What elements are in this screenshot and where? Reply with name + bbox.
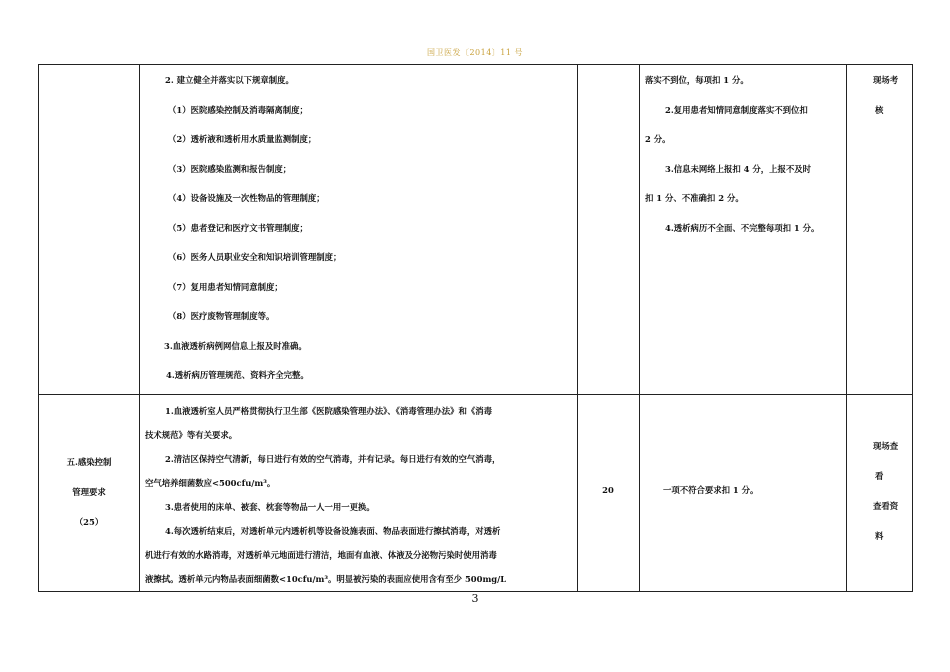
column-divider	[577, 65, 578, 591]
item-line: 五.感染控制	[66, 457, 112, 467]
method-line: 看	[875, 471, 884, 481]
content-line: （5）患者登记和医疗文书管理制度；	[168, 222, 308, 233]
content-line: （3）医院感染监测和报告制度；	[168, 163, 292, 174]
item-line: 管理要求	[72, 487, 106, 497]
column-divider	[846, 65, 847, 591]
method-line: 料	[875, 531, 884, 541]
content-line: 1.血液透析室人员严格贯彻执行卫生部《医院感染管理办法》、《消毒管理办法》和《消毒	[165, 406, 492, 416]
content-line: （1）医院感染控制及消毒隔离制度；	[168, 104, 308, 115]
row2-method	[873, 431, 898, 551]
content-line: 液擦拭。透析单元内物品表面细菌数<10cfu/m³。明显被污染的表面应使用含有至少 500mg/L	[145, 574, 507, 584]
content-line: 2. 建立健全并落实以下规章制度。	[165, 75, 294, 85]
row2-score: 20	[602, 485, 614, 495]
content-line: （4）设备设施及一次性物品的管理制度；	[168, 193, 325, 203]
row1-content	[159, 66, 341, 391]
deduction-line: 2.复用患者知情同意制度落实不到位扣	[665, 104, 808, 115]
item-line: （25）	[74, 517, 104, 527]
content-line: 机进行有效的水路消毒，对透析单元地面进行清洁，地面有血液、体液及分泌物污染时使用消毒	[145, 550, 497, 560]
content-line: 3.患者使用的床单、被套、枕套等物品一人一用一更换。	[165, 502, 375, 512]
document-header: 国卫医发〔2014〕11 号	[426, 48, 524, 57]
row-divider	[39, 394, 912, 395]
content-line: （8）医疗废物管理制度等。	[168, 311, 275, 321]
column-divider	[639, 65, 640, 591]
deduction-line: 落实不到位，每项扣 1 分。	[645, 75, 749, 85]
content-line: 技术规范》等有关要求。	[145, 430, 238, 440]
content-line: 空气培养细菌数应<500cfu/m³。	[145, 478, 276, 488]
method-line: 查看资	[873, 501, 899, 511]
deduction-line: 4.透析病历不全面、不完整每项扣 1 分。	[665, 222, 820, 233]
content-line: 4.每次透析结束后，对透析单元内透析机等设备设施表面、物品表面进行擦拭消毒，对透析	[165, 526, 501, 536]
content-line: （6）医务人员职业安全和知识培训管理制度；	[168, 252, 342, 262]
page-number: 3	[471, 592, 479, 605]
method-line: 现场考	[873, 75, 899, 85]
content-line: 3.血液透析病例网信息上报及时准确。	[164, 340, 307, 351]
deduction-line: 2 分。	[645, 134, 671, 144]
content-line: （7）复用患者知情同意制度；	[168, 281, 283, 292]
content-line: （2）透析液和透析用水质量监测制度；	[168, 134, 317, 144]
row2-deduction: 一项不符合要求扣 1 分。	[663, 485, 759, 495]
method-line: 核	[875, 104, 884, 115]
deduction-line: 3.信息未网络上报扣 4 分，上报不及时	[665, 163, 812, 174]
row1-method	[873, 66, 898, 125]
row2-content	[145, 399, 506, 591]
deduction-line: 扣 1 分、不准确扣 2 分。	[645, 193, 744, 203]
method-line: 现场查	[873, 441, 899, 451]
column-divider	[139, 65, 140, 591]
row1-deduction	[645, 66, 819, 243]
content-line: 4.透析病历管理规范、资料齐全完整。	[166, 370, 309, 380]
content-line: 2.清洁区保持空气清新，每日进行有效的空气消毒，并有记录。每日进行有效的空气消毒，	[165, 454, 501, 464]
standards-table	[38, 64, 913, 592]
row2-item	[39, 447, 139, 537]
